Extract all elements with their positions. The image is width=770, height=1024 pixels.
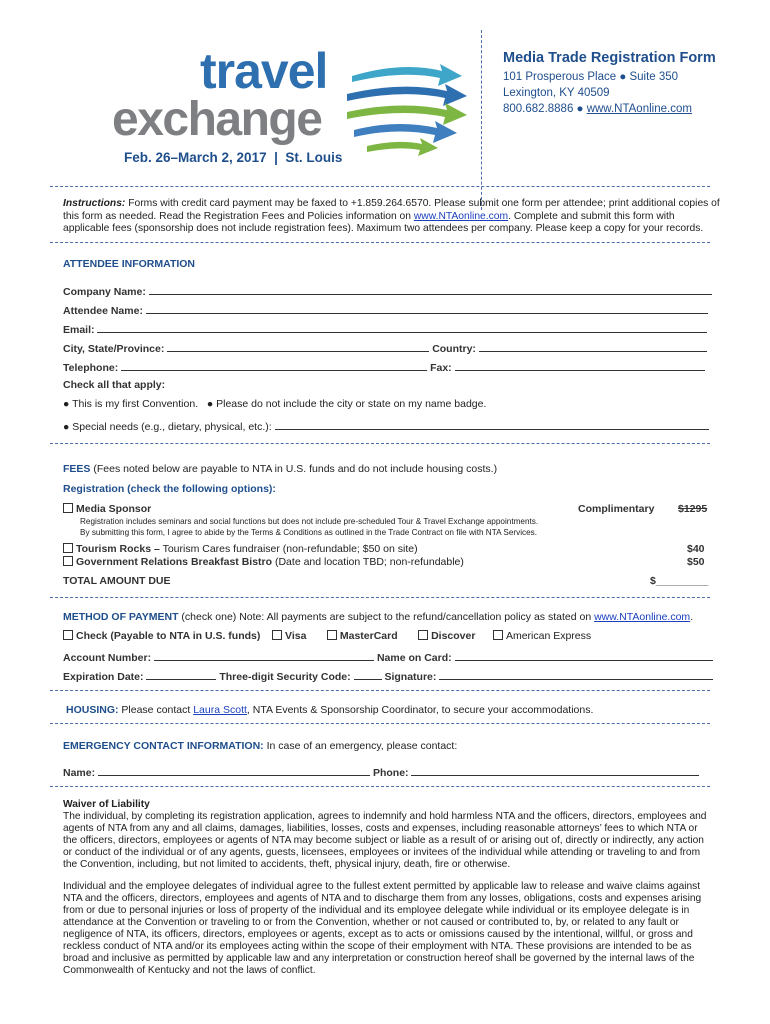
security-code-label: Three-digit Security Code: xyxy=(219,671,351,683)
emergency-contact-row xyxy=(63,764,699,779)
housing-text-2: , NTA Events & Sponsorship Coordinator, to secure your accommodations. xyxy=(246,704,594,716)
divider xyxy=(50,443,710,444)
instructions-label: Instructions: xyxy=(63,198,126,209)
instructions xyxy=(63,198,723,236)
fees-heading: FEES xyxy=(63,463,91,475)
check-label: Check (Payable to NTA in U.S. funds) xyxy=(76,630,261,642)
email-row xyxy=(63,321,707,336)
payment-options xyxy=(63,630,591,642)
tourism-rocks-text: Tourism Cares fundraiser (non-refundable; $50 on site) xyxy=(159,543,418,555)
instructions-text-2b: . Complete and submit this form with xyxy=(508,210,675,222)
telephone-row xyxy=(63,359,705,374)
special-needs-input[interactable] xyxy=(275,418,709,430)
country-label: Country: xyxy=(432,343,476,355)
first-convention-option[interactable]: ● This is my first Convention. xyxy=(63,398,199,410)
instructions-website-link[interactable]: www.NTAonline.com xyxy=(413,210,509,222)
special-needs-row xyxy=(63,418,709,433)
media-sponsor-checkbox[interactable] xyxy=(63,503,73,513)
signature-label: Signature: xyxy=(384,671,437,683)
tourism-rocks-label: Tourism Rocks – xyxy=(76,543,160,555)
tourism-rocks-row xyxy=(63,543,418,555)
name-on-card-label: Name on Card: xyxy=(376,652,452,664)
address-line-1: 101 Prosperous Place ● Suite 350 xyxy=(503,71,679,83)
tourism-rocks-checkbox[interactable] xyxy=(63,543,73,553)
attendee-name-label: Attendee Name: xyxy=(63,305,143,317)
phone-number: 800.682.8886 ● xyxy=(503,103,587,115)
emergency-heading: EMERGENCY CONTACT INFORMATION: xyxy=(63,740,264,752)
gov-breakfast-text: (Date and location TBD; non-refundable) xyxy=(272,556,464,568)
logo-word-travel: travel xyxy=(200,43,328,99)
country-input[interactable] xyxy=(479,340,707,352)
emergency-name-label: Name: xyxy=(63,767,96,779)
payment-heading: METHOD OF PAYMENT xyxy=(63,611,179,623)
mastercard-checkbox[interactable] xyxy=(327,630,337,640)
visa-checkbox[interactable] xyxy=(272,630,282,640)
divider xyxy=(50,690,710,691)
instructions-text-1: Forms with credit card payment may be faxed to +1.859.264.6570. Please submit one form per attendee; print additional copies of xyxy=(125,198,720,209)
divider xyxy=(50,723,710,724)
waiver-paragraph-2: Individual and the employee delegates of individual agree to the fullest extent permitted by applicable law to release and waive claims against NTA and the officers, directors, employees and agents of NTA and to discharge them from any losses, obligations, costs and expenses arising from or due to personal injuries or loss of property of the individual and its employee delegate while individual or its employee delegate is in attendance at the Convention or traveling to or from the Convention, whether or not caused or contributed to, by, or related to any fault or negligence of NTA, its officers, directors, employees or agents, except as to acts or omissions caused by the intentional, willful, or gross and reckless conduct of NTA and/or its employees acting within the scope of their employment with NTA. These provisions are intended to be as broad and inclusive as permitted by applicable law and any interpretation or construction hereof shall be governed by the internal laws of the Commonwealth of Kentucky and not the laws of conflict. xyxy=(63,881,702,976)
security-code-input[interactable] xyxy=(354,668,382,680)
telephone-label: Telephone: xyxy=(63,362,119,374)
city-input[interactable] xyxy=(167,340,429,352)
name-on-card-input[interactable] xyxy=(455,649,713,661)
sponsor-note-1: Registration includes seminars and social functions but does not include pre-scheduled Tour & Travel Exchange appointments. xyxy=(80,517,539,526)
registration-options-label: Registration (check the following options): xyxy=(63,483,276,495)
website-link[interactable]: www.NTAonline.com xyxy=(586,103,692,115)
payment-period: . xyxy=(690,611,694,623)
company-input[interactable] xyxy=(149,283,712,295)
instructions-text-2a: this form as needed. Read the Registration Fees and Policies information on xyxy=(63,210,414,222)
expiration-row xyxy=(63,668,713,683)
media-sponsor-row xyxy=(63,503,151,515)
discover-label: Discover xyxy=(431,630,476,642)
payment-heading-row xyxy=(63,611,693,623)
company-label: Company Name: xyxy=(63,286,146,298)
fax-input[interactable] xyxy=(455,359,705,371)
attendee-name-row xyxy=(63,302,708,317)
expiration-input[interactable] xyxy=(146,668,216,680)
total-label: TOTAL AMOUNT DUE xyxy=(63,575,171,587)
emergency-phone-label: Phone: xyxy=(372,767,409,779)
header-divider xyxy=(481,30,482,210)
housing-text-1: Please contact xyxy=(118,704,194,716)
attendee-heading: ATTENDEE INFORMATION xyxy=(63,258,196,270)
sponsor-note-2: By submitting this form, I agree to abide by the Terms & Conditions as outlined in the Trade Contract on file with NTA Services. xyxy=(80,528,538,537)
expiration-label: Expiration Date: xyxy=(63,671,144,683)
city-row xyxy=(63,340,707,355)
emergency-heading-row xyxy=(63,740,457,752)
total-amount-input[interactable]: $_________ xyxy=(650,575,709,587)
emergency-text: In case of an emergency, please contact: xyxy=(263,740,458,752)
check-checkbox[interactable] xyxy=(63,630,73,640)
instructions-text-3: applicable fees (sponsorship does not include registration fees). Maximum two attendees per company. Please keep a copy for your records. xyxy=(63,223,704,234)
waiver-title: Waiver of Liability xyxy=(63,799,150,810)
account-row xyxy=(63,649,713,664)
event-dates: Feb. 26–March 2, 2017 | St. Louis xyxy=(124,150,343,165)
divider xyxy=(50,597,710,598)
gov-breakfast-checkbox[interactable] xyxy=(63,556,73,566)
gov-breakfast-label: Government Relations Breakfast Bistro xyxy=(76,556,273,568)
email-input[interactable] xyxy=(97,321,707,333)
fees-note: (Fees noted below are payable to NTA in U.S. funds and do not include housing costs.) xyxy=(90,463,498,475)
payment-note: (check one) Note: All payments are subject to the refund/cancellation policy as stated on xyxy=(178,611,595,623)
account-number-input[interactable] xyxy=(154,649,374,661)
media-sponsor-label: Media Sponsor xyxy=(76,503,152,515)
logo-word-exchange: exchange xyxy=(112,93,322,146)
visa-label: Visa xyxy=(285,630,307,642)
account-number-label: Account Number: xyxy=(63,652,152,664)
waiver-section xyxy=(63,799,708,977)
media-sponsor-price: $1295 xyxy=(678,503,708,515)
city-label: City, State/Province: xyxy=(63,343,165,355)
logo xyxy=(112,43,462,168)
housing-contact-link[interactable]: Laura Scott xyxy=(193,704,247,716)
attendee-options xyxy=(63,398,486,410)
housing-label: HOUSING: xyxy=(66,704,119,716)
address-line-2: Lexington, KY 40509 xyxy=(503,87,610,99)
phone-website xyxy=(503,103,692,115)
form-title: Media Trade Registration Form xyxy=(503,50,716,66)
special-needs-label: ● Special needs (e.g., dietary, physical, etc.): xyxy=(63,421,272,433)
tourism-rocks-price: $40 xyxy=(687,543,705,555)
attendee-name-input[interactable] xyxy=(146,302,708,314)
divider xyxy=(50,186,710,187)
company-row xyxy=(63,283,712,298)
waiver-paragraph-1: The individual, by completing its registration application, agrees to indemnify and hold harmless NTA and the officers, directors, employees and agents of NTA from any and all claims, damages, liabilities, losses, costs and expenses, including reasonable attorneys’ fees to which NTA or the officers, directors, employees or agents of NTA may become subject or liable as a result of or arising out of, directly or indirectly, any action or conduct of the individual or of any agents, guests, licensees, employees or invitees of the individual while attending or traveling to and from the Convention, including, but not limited to accidents, theft, physical injury, death, fire or otherwise. xyxy=(63,811,707,870)
amex-label: American Express xyxy=(505,630,592,642)
divider xyxy=(50,786,710,787)
signature-input[interactable] xyxy=(439,668,713,680)
gov-breakfast-row xyxy=(63,556,464,568)
complimentary-label: Complimentary xyxy=(578,503,655,515)
discover-checkbox[interactable] xyxy=(418,630,428,640)
emergency-phone-input[interactable] xyxy=(411,764,699,776)
payment-policy-link[interactable]: www.NTAonline.com xyxy=(594,611,691,623)
mastercard-label: MasterCard xyxy=(339,630,398,642)
housing-row xyxy=(66,704,593,716)
arrows-globe-icon xyxy=(342,56,482,156)
emergency-name-input[interactable] xyxy=(98,764,370,776)
check-all-label: Check all that apply: xyxy=(63,379,166,391)
fees-heading-row xyxy=(63,463,497,475)
email-label: Email: xyxy=(63,324,95,336)
fax-label: Fax: xyxy=(430,362,452,374)
amex-checkbox[interactable] xyxy=(493,630,503,640)
divider xyxy=(50,242,710,243)
no-city-badge-option[interactable]: ● Please do not include the city or state on my name badge. xyxy=(206,398,487,410)
gov-breakfast-price: $50 xyxy=(687,556,705,568)
telephone-input[interactable] xyxy=(121,359,427,371)
